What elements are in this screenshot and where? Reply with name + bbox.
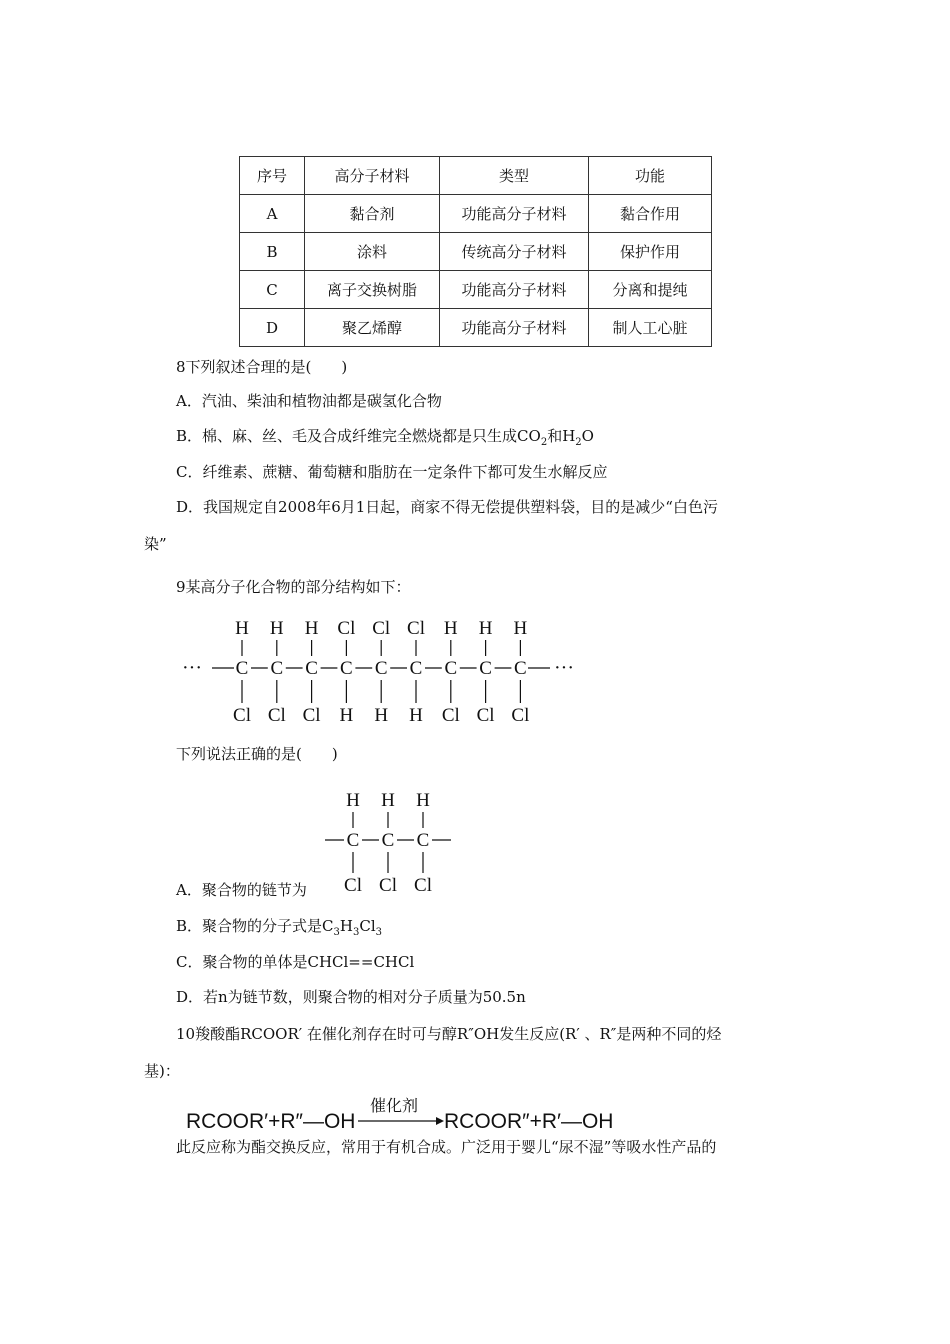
repeat-unit-structure [320,784,455,900]
table-header-cell: 功能 [589,157,712,195]
carbon-atom: C [381,830,395,851]
substituent-bottom: Cl [476,705,495,726]
q8-option-d-line1: D．我国规定自2008年6月1日起，商家不得无偿提供塑料袋，目的是减少“白色污 [176,498,718,516]
substituent-bottom: H [374,705,389,726]
q9-b-sub: 3 [375,927,383,938]
q9-b-text: H [339,917,353,935]
q8-b-text: 和H [547,427,576,445]
unit-atoms [325,790,451,896]
substituent-top: Cl [407,618,425,639]
q10-line1: 10羧酸酯RCOOR′ 在催化剂存在时可与醇R″OH发生反应(R′ 、R″是两种不同的烃 [176,1025,722,1043]
q9-b-sub: 3 [333,927,340,938]
table-header-cell: 序号 [240,157,305,195]
table-header-row [240,157,712,195]
q8-b-sub: 2 [575,437,582,448]
table-row [240,233,712,271]
carbon-atom: C [235,658,249,679]
reaction-right: RCOOR″+R′—OH [444,1110,614,1133]
substituent-top: H [269,618,284,639]
polymer-atoms [233,618,529,726]
table-cell: C [240,271,305,309]
carbon-atom: C [340,658,353,679]
q8-b-sub: 2 [540,437,548,448]
table-cell: 聚乙烯醇 [305,309,440,347]
table-cell: 分离和提纯 [589,271,712,309]
q8-b-text: O [581,427,594,445]
substituent-top: H [381,790,395,811]
carbon-atom: C [416,830,430,851]
q9-option-d: D．若n为链节数，则聚合物的相对分子质量为50.5n [176,988,526,1006]
table-cell: 涂料 [305,233,440,271]
substituent-bottom: Cl [511,705,530,726]
arrow-head-icon [436,1117,444,1125]
table-cell: B [240,233,305,271]
substituent-bottom: Cl [414,875,432,896]
q9-b-text: B．聚合物的分子式是C [176,917,334,935]
table-cell: 保护作用 [589,233,712,271]
q10-line3: 此反应称为酯交换反应，常用于有机合成。广泛用于婴儿“尿不湿”等吸水性产品的 [176,1138,717,1156]
carbon-atom: C [346,830,360,851]
carbon-atom: C [444,658,458,679]
substituent-bottom: H [409,705,423,726]
table-row [240,271,712,309]
q9-ask: 下列说法正确的是( ) [176,745,338,763]
carbon-atom: C [479,658,492,679]
q9-b-sub: 3 [352,927,360,938]
substituent-top: H [513,618,528,639]
q9-option-b [176,916,382,943]
table-cell: 制人工心脏 [589,309,712,347]
substituent-bottom: H [339,705,354,726]
table-cell: 传统高分子材料 [440,233,589,271]
table-row [240,195,712,233]
substituent-bottom: Cl [233,705,251,726]
table-cell: 功能高分子材料 [440,271,589,309]
ester-exchange-reaction [186,1095,626,1139]
substituent-top: H [235,618,249,639]
table-cell: 黏合剂 [305,195,440,233]
table-cell: 功能高分子材料 [440,309,589,347]
q8-option-d-line2: 染” [144,535,167,553]
substituent-bottom: Cl [302,705,321,726]
reaction-catalyst: 催化剂 [370,1096,419,1115]
table-row [240,309,712,347]
table-cell: 功能高分子材料 [440,195,589,233]
chain-dots-left: ··· [182,657,202,679]
substituent-top: H [478,618,493,639]
substituent-top: H [304,618,319,639]
q8-option-b [176,426,594,453]
q8-b-text: B．棉、麻、丝、毛及合成纤维完全燃烧都是只生成CO [176,427,541,445]
q8-option-a: A．汽油、柴油和植物油都是碳氢化合物 [176,392,442,410]
carbon-atom: C [270,658,284,679]
materials-table [239,156,712,347]
substituent-top: H [443,618,458,639]
substituent-top: H [346,790,360,811]
substituent-bottom: Cl [344,875,362,896]
q8-stem: 8下列叙述合理的是( ) [176,358,348,376]
table-cell: A [240,195,305,233]
q9-stem: 9某高分子化合物的部分结构如下： [176,578,411,596]
carbon-atom: C [514,658,527,679]
substituent-top: Cl [337,618,356,639]
table-header-cell: 高分子材料 [305,157,440,195]
carbon-atom: C [305,658,318,679]
q8-option-c: C．纤维素、蔗糖、葡萄糖和脂肪在一定条件下都可发生水解反应 [176,463,608,481]
substituent-bottom: Cl [441,705,460,726]
polymer-structure [176,612,596,728]
table-cell: 黏合作用 [589,195,712,233]
substituent-top: H [416,790,430,811]
carbon-atom: C [409,658,423,679]
table-header-cell: 类型 [440,157,589,195]
q9-option-a: A．聚合物的链节为 [176,881,307,899]
substituent-top: Cl [372,618,391,639]
substituent-bottom: Cl [267,705,286,726]
reaction-left: RCOOR′+R″—OH [186,1110,356,1133]
table-cell: D [240,309,305,347]
q10-line2: 基)： [144,1062,180,1080]
q9-option-c: C．聚合物的单体是CHCl==CHCl [176,953,415,971]
chain-dots-right: ··· [554,657,574,679]
substituent-bottom: Cl [379,875,397,896]
carbon-atom: C [374,658,388,679]
table-cell: 离子交换树脂 [305,271,440,309]
q9-b-text: Cl [359,917,376,935]
